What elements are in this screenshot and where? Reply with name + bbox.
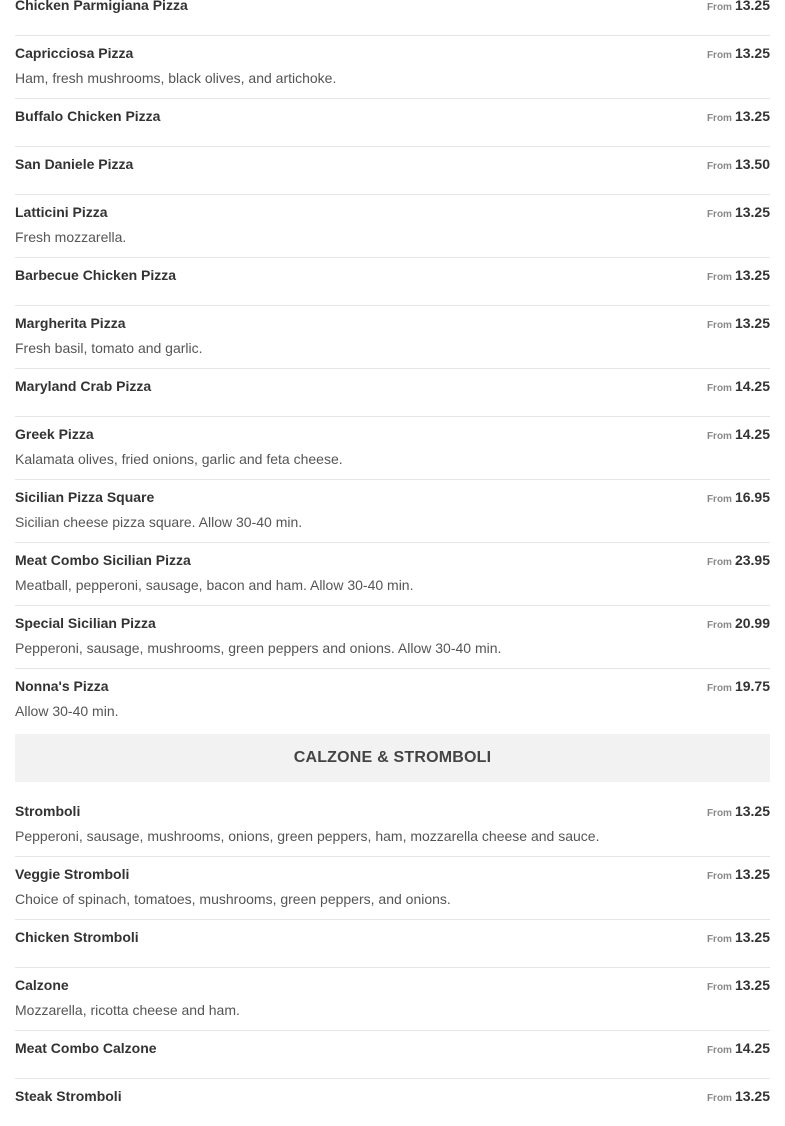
menu-item-name: Buffalo Chicken Pizza xyxy=(15,108,161,124)
from-label: From xyxy=(706,494,732,505)
menu-item-description: Fresh basil, tomato and garlic. xyxy=(15,340,203,356)
menu-item-price: 14.25 xyxy=(734,378,770,394)
from-label: From xyxy=(706,808,732,819)
menu-item-name: Nonna's Pizza xyxy=(15,678,109,694)
menu-item-nonna-s-pizza[interactable] xyxy=(15,669,770,731)
menu-item-name: San Daniele Pizza xyxy=(15,156,134,172)
from-label: From xyxy=(706,383,732,394)
menu-item-description: Pepperoni, sausage, mushrooms, onions, green peppers, ham, mozzarella cheese and sauce. xyxy=(15,828,600,844)
menu-item-price-wrap xyxy=(707,977,770,995)
menu-item-name: Barbecue Chicken Pizza xyxy=(15,267,177,283)
menu-item-price-wrap xyxy=(707,678,770,696)
menu-item-name: Stromboli xyxy=(15,803,81,819)
menu-item-price: 13.25 xyxy=(734,866,770,882)
menu-item-price-wrap xyxy=(707,866,770,884)
menu-item-price: 13.25 xyxy=(734,267,770,283)
menu-item-name: Meat Combo Calzone xyxy=(15,1040,157,1056)
menu-item-header xyxy=(15,45,770,67)
menu-item-header xyxy=(15,0,770,19)
menu-item-price: 13.25 xyxy=(734,45,770,61)
from-label: From xyxy=(706,1093,732,1104)
menu-item-header xyxy=(15,1040,770,1062)
menu-item-price-wrap xyxy=(707,267,770,285)
menu-item-name: Veggie Stromboli xyxy=(15,866,130,882)
menu-item-price: 16.95 xyxy=(734,489,770,505)
menu-item-name: Meat Combo Sicilian Pizza xyxy=(15,552,191,568)
from-label: From xyxy=(706,431,732,442)
menu-item-price: 20.99 xyxy=(734,615,770,631)
menu-item-meat-combo-sicilian-pizza[interactable] xyxy=(15,543,770,606)
menu-item-price-wrap xyxy=(707,489,770,507)
menu-item-header xyxy=(15,977,770,999)
menu-item-name: Maryland Crab Pizza xyxy=(15,378,152,394)
menu-item-header xyxy=(15,378,770,400)
menu-item-header xyxy=(15,615,770,637)
menu-item-price: 19.75 xyxy=(734,678,770,694)
menu-item-description: Allow 30-40 min. xyxy=(15,703,119,719)
from-label: From xyxy=(706,683,732,694)
menu-item-price-wrap xyxy=(707,0,770,15)
menu-item-steak-stromboli[interactable] xyxy=(15,1079,770,1126)
menu-item-header xyxy=(15,678,770,700)
menu-item-name: Latticini Pizza xyxy=(15,204,108,220)
menu-item-capricciosa-pizza[interactable] xyxy=(15,36,770,99)
menu-item-name: Sicilian Pizza Square xyxy=(15,489,155,505)
menu-item-name: Margherita Pizza xyxy=(15,315,126,331)
menu-item-name: Greek Pizza xyxy=(15,426,94,442)
menu-item-price-wrap xyxy=(707,156,770,174)
menu-item-header xyxy=(15,204,770,226)
menu-item-veggie-stromboli[interactable] xyxy=(15,857,770,920)
menu-item-price-wrap xyxy=(707,426,770,444)
menu-item-price: 13.25 xyxy=(734,929,770,945)
menu-item-price-wrap xyxy=(707,45,770,63)
menu-item-price-wrap xyxy=(707,615,770,633)
menu-item-special-sicilian-pizza[interactable] xyxy=(15,606,770,669)
menu-item-price: 13.25 xyxy=(734,108,770,124)
menu-item-price-wrap xyxy=(707,1088,770,1106)
menu-item-header xyxy=(15,929,770,951)
menu-item-price-wrap xyxy=(707,803,770,821)
menu-list xyxy=(15,0,770,1126)
from-label: From xyxy=(706,209,732,220)
menu-item-header xyxy=(15,315,770,337)
menu-item-header xyxy=(15,156,770,178)
menu-item-price: 13.25 xyxy=(734,315,770,331)
menu-item-description: Choice of spinach, tomatoes, mushrooms, green peppers, and onions. xyxy=(15,891,451,907)
from-label: From xyxy=(706,113,732,124)
menu-item-san-daniele-pizza[interactable] xyxy=(15,147,770,195)
menu-item-name: Chicken Parmigiana Pizza xyxy=(15,0,188,13)
from-label: From xyxy=(706,320,732,331)
menu-item-price: 13.25 xyxy=(734,1088,770,1104)
menu-item-description: Sicilian cheese pizza square. Allow 30-40 min. xyxy=(15,514,303,530)
menu-item-price-wrap xyxy=(707,204,770,222)
menu-item-maryland-crab-pizza[interactable] xyxy=(15,369,770,417)
menu-item-stromboli[interactable] xyxy=(15,794,770,857)
menu-item-chicken-parmigiana-pizza[interactable] xyxy=(15,0,770,36)
menu-item-price-wrap xyxy=(707,315,770,333)
menu-item-price: 13.25 xyxy=(734,0,770,13)
from-label: From xyxy=(706,982,732,993)
menu-item-calzone[interactable] xyxy=(15,968,770,1031)
menu-item-header xyxy=(15,426,770,448)
menu-item-barbecue-chicken-pizza[interactable] xyxy=(15,258,770,306)
menu-item-name: Capricciosa Pizza xyxy=(15,45,134,61)
menu-item-price: 13.25 xyxy=(734,977,770,993)
menu-item-description: Kalamata olives, fried onions, garlic and feta cheese. xyxy=(15,451,343,467)
from-label: From xyxy=(706,620,732,631)
menu-item-header xyxy=(15,1088,770,1110)
menu-item-header xyxy=(15,108,770,130)
menu-item-price-wrap xyxy=(707,378,770,396)
menu-item-latticini-pizza[interactable] xyxy=(15,195,770,258)
menu-item-greek-pizza[interactable] xyxy=(15,417,770,480)
from-label: From xyxy=(706,934,732,945)
menu-item-price-wrap xyxy=(707,929,770,947)
menu-item-margherita-pizza[interactable] xyxy=(15,306,770,369)
menu-item-header xyxy=(15,803,770,825)
menu-item-buffalo-chicken-pizza[interactable] xyxy=(15,99,770,147)
menu-item-description: Ham, fresh mushrooms, black olives, and artichoke. xyxy=(15,70,337,86)
menu-item-price-wrap xyxy=(707,1040,770,1058)
menu-item-price: 13.50 xyxy=(734,156,770,172)
menu-item-name: Calzone xyxy=(15,977,69,993)
menu-item-price: 13.25 xyxy=(734,204,770,220)
menu-item-header xyxy=(15,267,770,289)
menu-item-price: 13.25 xyxy=(734,803,770,819)
menu-item-price: 14.25 xyxy=(734,1040,770,1056)
from-label: From xyxy=(706,871,732,882)
menu-item-name: Special Sicilian Pizza xyxy=(15,615,156,631)
menu-item-header xyxy=(15,489,770,511)
menu-item-meat-combo-calzone[interactable] xyxy=(15,1031,770,1079)
menu-item-name: Chicken Stromboli xyxy=(15,929,139,945)
from-label: From xyxy=(706,2,732,13)
menu-item-header xyxy=(15,552,770,574)
menu-item-price-wrap xyxy=(707,552,770,570)
menu-item-description: Meatball, pepperoni, sausage, bacon and ham. Allow 30-40 min. xyxy=(15,577,414,593)
from-label: From xyxy=(706,557,732,568)
from-label: From xyxy=(706,1045,732,1056)
menu-item-description: Mozzarella, ricotta cheese and ham. xyxy=(15,1002,240,1018)
menu-item-sicilian-pizza-square[interactable] xyxy=(15,480,770,543)
menu-item-chicken-stromboli[interactable] xyxy=(15,920,770,968)
menu-item-name: Steak Stromboli xyxy=(15,1088,122,1104)
menu-item-description: Fresh mozzarella. xyxy=(15,229,127,245)
menu-item-price: 23.95 xyxy=(734,552,770,568)
menu-item-price-wrap xyxy=(707,108,770,126)
menu-item-price: 14.25 xyxy=(734,426,770,442)
section-header-calzone-stromboli: CALZONE & STROMBOLI xyxy=(15,734,770,782)
menu-item-description: Pepperoni, sausage, mushrooms, green peppers and onions. Allow 30-40 min. xyxy=(15,640,502,656)
from-label: From xyxy=(706,272,732,283)
menu-item-header xyxy=(15,866,770,888)
from-label: From xyxy=(706,50,732,61)
from-label: From xyxy=(706,161,732,172)
